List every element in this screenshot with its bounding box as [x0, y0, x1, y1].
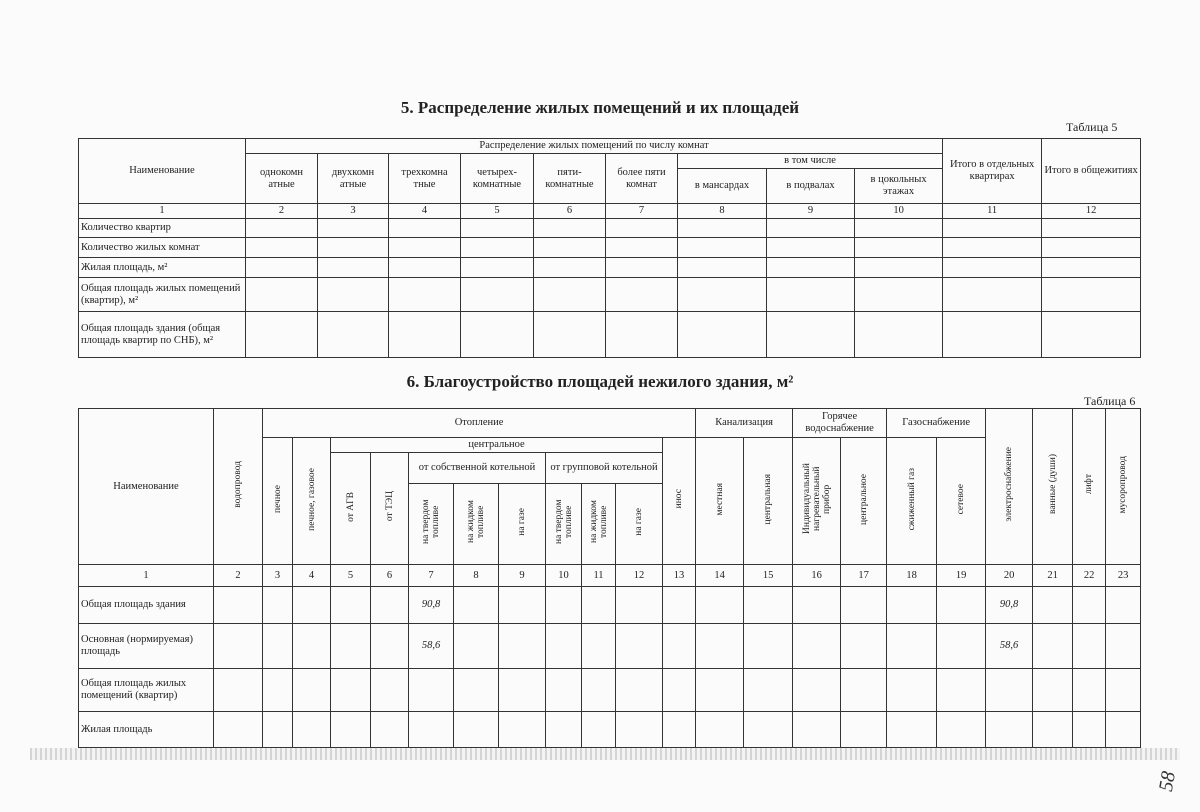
table-cell [499, 669, 546, 712]
t6-col: инос [674, 489, 685, 509]
t5-col: пяти-комнатные [534, 154, 606, 204]
table-cell [887, 624, 937, 669]
table-cell [663, 712, 696, 748]
table-cell [263, 587, 293, 624]
column-number: 20 [986, 565, 1033, 587]
t6-own-boiler-header: от собственной котельной [409, 453, 546, 484]
table-cell [793, 669, 841, 712]
table-cell [887, 587, 937, 624]
table-cell [793, 587, 841, 624]
t6-col: печное [272, 484, 283, 513]
table-cell [582, 669, 616, 712]
t5-row-label: Количество квартир [79, 219, 246, 238]
column-number: 7 [409, 565, 454, 587]
t6-col: от АГВ [345, 491, 356, 522]
t5-row-label: Общая площадь жилых помещений (квартир), м² [79, 278, 246, 312]
table-cell [943, 219, 1042, 238]
table-cell [582, 587, 616, 624]
table-cell [214, 669, 263, 712]
table-cell [793, 624, 841, 669]
t6-row-label: Общая площадь жилых помещений (квартир) [79, 669, 214, 712]
table-cell: 58,6 [986, 624, 1033, 669]
table-cell [793, 712, 841, 748]
t5-incl-header: в том числе [678, 154, 943, 169]
t6-col: центральное [858, 473, 869, 525]
table-cell [678, 238, 767, 258]
t6-gas-header: Газоснабжение [887, 409, 986, 438]
table-cell [1042, 312, 1141, 358]
table-cell [1033, 669, 1073, 712]
t6-col: ванные (души) [1047, 454, 1058, 515]
table-cell [461, 278, 534, 312]
table-cell [534, 258, 606, 278]
column-number: 22 [1073, 565, 1106, 587]
page-number: 58 [1154, 769, 1181, 794]
t6-col: лифт [1084, 474, 1095, 495]
table-cell [767, 312, 855, 358]
table6-label: Таблица 6 [1084, 394, 1136, 408]
column-number: 2 [214, 565, 263, 587]
column-number: 11 [943, 204, 1042, 219]
t6-col: сетевое [956, 483, 967, 515]
table-cell [331, 669, 371, 712]
table-cell [606, 238, 678, 258]
column-number: 10 [546, 565, 582, 587]
column-number: 11 [582, 565, 616, 587]
table-cell [371, 624, 409, 669]
table-cell [943, 238, 1042, 258]
table-cell [616, 712, 663, 748]
section6-title: 6. Благоустройство площадей нежилого здания, м² [406, 372, 794, 391]
table-cell [318, 258, 389, 278]
t6-col: водопровод [233, 461, 243, 508]
table-cell [606, 278, 678, 312]
table-cell [409, 712, 454, 748]
table-cell [389, 238, 461, 258]
t6-col: от ТЭЦ [384, 491, 395, 522]
table-cell [454, 624, 499, 669]
table-cell: 90,8 [986, 587, 1033, 624]
table-cell [1033, 712, 1073, 748]
table-cell [371, 669, 409, 712]
table-cell [389, 278, 461, 312]
column-number: 3 [263, 565, 293, 587]
t6-col: на жидком топливе [466, 500, 486, 544]
t5-group-header: Распределение жилых помещений по числу комнат [246, 139, 943, 154]
table-cell [855, 278, 943, 312]
table-cell [696, 624, 744, 669]
table-cell [855, 238, 943, 258]
column-number: 18 [887, 565, 937, 587]
column-number: 2 [246, 204, 318, 219]
column-number: 12 [1042, 204, 1141, 219]
table-cell [546, 669, 582, 712]
table-cell [606, 312, 678, 358]
table-cell [943, 258, 1042, 278]
table-cell [855, 258, 943, 278]
table6 [78, 408, 1141, 748]
t5-total-dorms: Итого в общежитиях [1042, 139, 1141, 204]
table-cell [214, 712, 263, 748]
table-cell [663, 587, 696, 624]
t5-row-label: Жилая площадь, м² [79, 258, 246, 278]
table-cell [318, 238, 389, 258]
table-cell [1042, 278, 1141, 312]
table-cell [293, 712, 331, 748]
t5-col: в подвалах [767, 169, 855, 204]
table-cell [1106, 669, 1141, 712]
table-cell [943, 278, 1042, 312]
t6-group-boiler-header: от групповой котельной [546, 453, 663, 484]
table-cell [744, 712, 793, 748]
t6-col: на твердом топливе [553, 499, 574, 545]
t6-col: на твердом топливе [421, 499, 441, 545]
table-cell [767, 219, 855, 238]
column-number: 6 [534, 204, 606, 219]
t6-col: Индивидуальный нагревательный прибор [801, 463, 832, 535]
table-cell [696, 669, 744, 712]
table-cell [663, 669, 696, 712]
t6-central-header: центральное [331, 438, 663, 453]
table-cell [1042, 238, 1141, 258]
t6-heating-header: Отопление [263, 409, 696, 438]
column-number: 6 [371, 565, 409, 587]
table-cell [767, 278, 855, 312]
table-cell [534, 312, 606, 358]
table-cell [744, 624, 793, 669]
table-cell [1042, 219, 1141, 238]
table-cell [461, 219, 534, 238]
table-cell [887, 669, 937, 712]
t5-col: двухкомн атные [318, 154, 389, 204]
column-number: 15 [744, 565, 793, 587]
table-cell [937, 624, 986, 669]
table-cell [855, 312, 943, 358]
column-number: 13 [663, 565, 696, 587]
table-cell [986, 669, 1033, 712]
table-cell [841, 587, 887, 624]
t6-row-label: Жилая площадь [79, 712, 214, 748]
table-cell [461, 258, 534, 278]
t6-hotwater-header: Горячее водоснабжение [793, 409, 887, 438]
table-cell [546, 624, 582, 669]
table-cell [1106, 624, 1141, 669]
column-number: 14 [696, 565, 744, 587]
t6-row-label: Основная (нормируемая) площадь [79, 624, 214, 669]
table-cell [606, 219, 678, 238]
column-number: 10 [855, 204, 943, 219]
table-cell [371, 712, 409, 748]
table5 [78, 138, 1141, 358]
t5-row-label: Количество жилых комнат [79, 238, 246, 258]
table-cell [263, 712, 293, 748]
table-cell [454, 587, 499, 624]
table-cell [767, 258, 855, 278]
column-number: 4 [389, 204, 461, 219]
column-number: 19 [937, 565, 986, 587]
table-cell [1106, 587, 1141, 624]
table-cell [582, 624, 616, 669]
table-cell [606, 258, 678, 278]
t6-sewer-header: Канализация [696, 409, 793, 438]
table-cell [389, 258, 461, 278]
table-cell [1073, 587, 1106, 624]
t6-col: на газе [634, 508, 644, 536]
column-number: 7 [606, 204, 678, 219]
t5-col: трехкомна тные [389, 154, 461, 204]
table-cell [389, 219, 461, 238]
table-cell [841, 712, 887, 748]
table-cell: 90,8 [409, 587, 454, 624]
table5-label: Таблица 5 [1066, 120, 1118, 134]
column-number: 4 [293, 565, 331, 587]
table-cell [696, 587, 744, 624]
table-cell [663, 624, 696, 669]
table-cell [616, 587, 663, 624]
column-number: 17 [841, 565, 887, 587]
t6-col: мусоропровод [1118, 455, 1129, 514]
column-number: 5 [331, 565, 371, 587]
table-cell [986, 712, 1033, 748]
column-number: 16 [793, 565, 841, 587]
table-cell [389, 312, 461, 358]
table-cell [331, 624, 371, 669]
column-number: 21 [1033, 565, 1073, 587]
table-cell [318, 278, 389, 312]
t6-col: печное, газовое [306, 467, 317, 531]
table-cell [943, 312, 1042, 358]
column-number: 23 [1106, 565, 1141, 587]
column-number: 1 [79, 565, 214, 587]
t5-col: в цокольных этажах [855, 169, 943, 204]
table-cell [678, 219, 767, 238]
table-cell [293, 669, 331, 712]
table-cell [855, 219, 943, 238]
section5-title: 5. Распределение жилых помещений и их площадей [400, 98, 800, 117]
table-cell [767, 238, 855, 258]
table-cell [1033, 624, 1073, 669]
table-cell [499, 624, 546, 669]
table-cell [409, 669, 454, 712]
table-cell [1073, 624, 1106, 669]
t6-row-label: Общая площадь здания [79, 587, 214, 624]
table-cell [371, 587, 409, 624]
table-cell [887, 712, 937, 748]
table-cell [841, 624, 887, 669]
table-cell [582, 712, 616, 748]
table-cell [246, 258, 318, 278]
column-number: 9 [767, 204, 855, 219]
t5-total-apts: Итого в отдельных квартирах [943, 139, 1042, 204]
table-cell [246, 238, 318, 258]
table-cell [616, 669, 663, 712]
table-cell [461, 238, 534, 258]
table-cell [246, 278, 318, 312]
table-cell [937, 712, 986, 748]
table-cell [937, 669, 986, 712]
table-cell [499, 712, 546, 748]
t6-col: на газе [517, 508, 527, 536]
table-cell [1033, 587, 1073, 624]
table-cell [263, 669, 293, 712]
t6-col: на жидком топливе [588, 500, 609, 544]
table-cell [246, 219, 318, 238]
column-number: 12 [616, 565, 663, 587]
table-cell [678, 278, 767, 312]
t5-col: однокомн атные [246, 154, 318, 204]
t5-row-label: Общая площадь здания (общая площадь квартир по СНБ), м² [79, 312, 246, 358]
table-cell [534, 219, 606, 238]
table-cell [454, 669, 499, 712]
table-cell [616, 624, 663, 669]
table-cell [214, 587, 263, 624]
table-cell [461, 312, 534, 358]
table-cell [318, 312, 389, 358]
table-cell [534, 238, 606, 258]
table-cell [318, 219, 389, 238]
column-number: 3 [318, 204, 389, 219]
table-cell [263, 624, 293, 669]
table-cell [696, 712, 744, 748]
table-cell [293, 587, 331, 624]
column-number: 9 [499, 565, 546, 587]
table-cell [499, 587, 546, 624]
table-cell [841, 669, 887, 712]
table-cell [214, 624, 263, 669]
column-number: 8 [678, 204, 767, 219]
table-cell [937, 587, 986, 624]
t6-col: центральная [763, 473, 774, 525]
scan-noise [30, 748, 1180, 760]
table-cell [331, 712, 371, 748]
table-cell [678, 312, 767, 358]
table-cell [1106, 712, 1141, 748]
table-cell [331, 587, 371, 624]
table-cell [246, 312, 318, 358]
table-cell [744, 669, 793, 712]
t5-col: четырех-комнатные [461, 154, 534, 204]
column-number: 1 [79, 204, 246, 219]
t5-col: в мансардах [678, 169, 767, 204]
table-cell [454, 712, 499, 748]
t5-name-header: Наименование [79, 139, 246, 204]
table-cell: 58,6 [409, 624, 454, 669]
column-number: 5 [461, 204, 534, 219]
t6-col: сжиженный газ [906, 467, 917, 531]
t6-name-header: Наименование [79, 409, 214, 565]
table-cell [1073, 669, 1106, 712]
table-cell [534, 278, 606, 312]
table-cell [1042, 258, 1141, 278]
table-cell [293, 624, 331, 669]
table-cell [744, 587, 793, 624]
t5-col: более пяти комнат [606, 154, 678, 204]
t6-col: местная [714, 482, 725, 516]
table-cell [678, 258, 767, 278]
table-cell [546, 712, 582, 748]
column-number: 8 [454, 565, 499, 587]
table-cell [546, 587, 582, 624]
t6-col: электроснабжение [1004, 447, 1015, 522]
table-cell [1073, 712, 1106, 748]
